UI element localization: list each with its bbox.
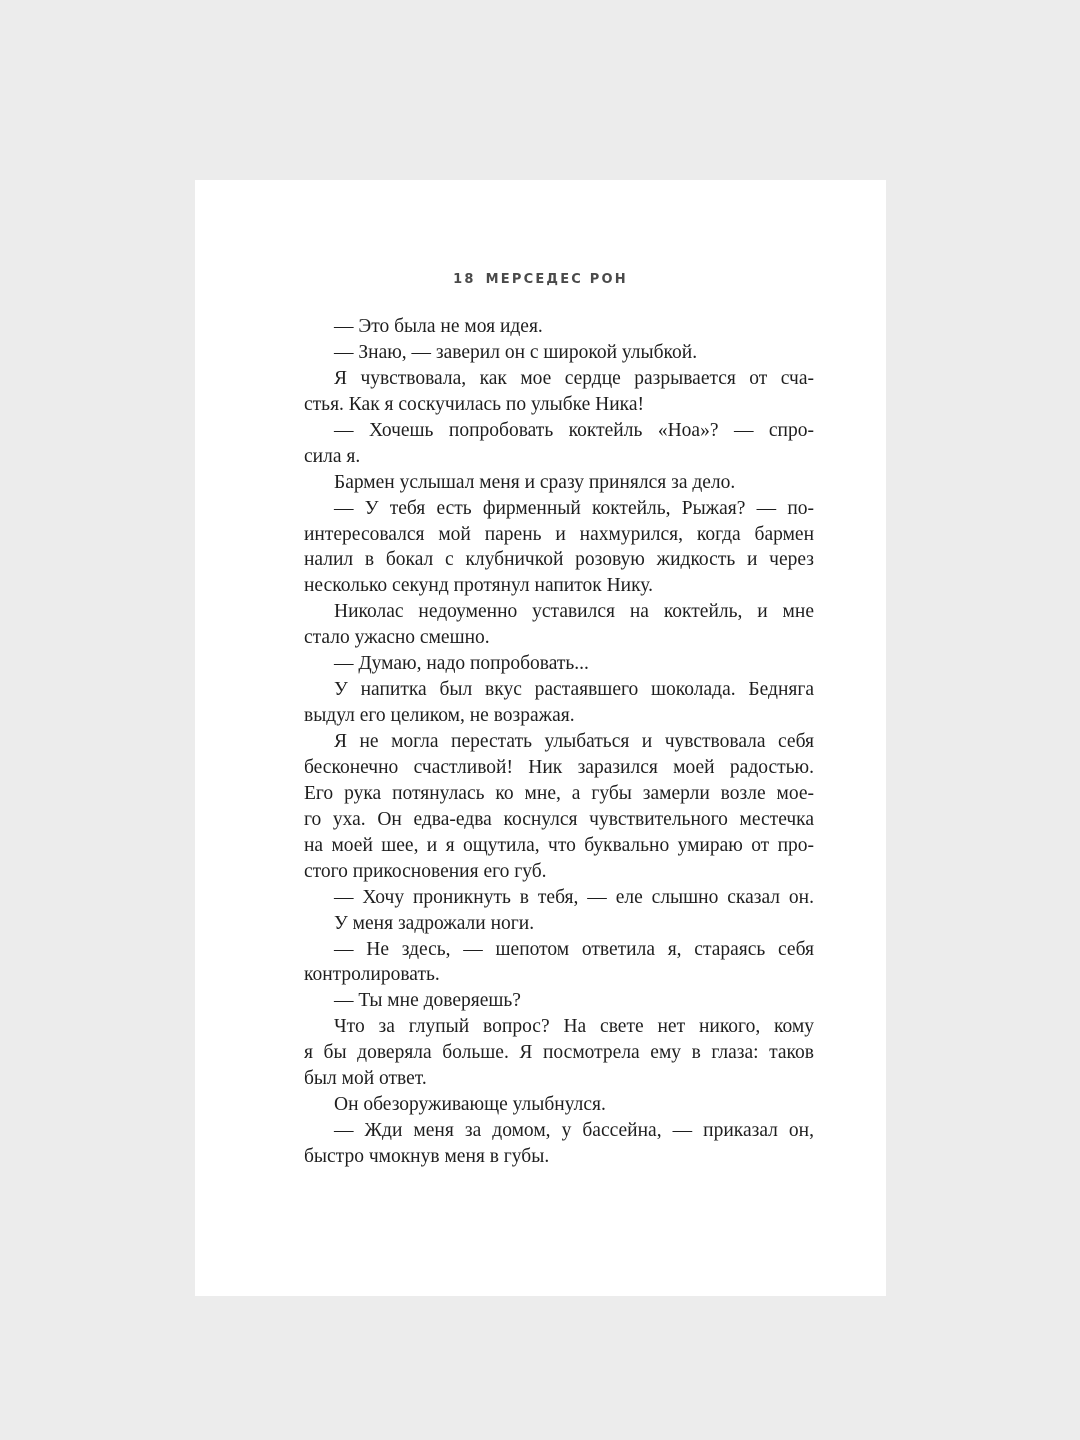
text-line: Бармен услышал меня и сразу принялся за дело. [334, 471, 736, 493]
text-line: стало ужасно смешно. [304, 627, 490, 649]
body-text [304, 314, 814, 1170]
text-line: — У тебя есть фирменный коктейль, Рыжая? — по- [334, 497, 814, 519]
text-line: Я чувствовала, как мое сердце разрывается от сча- [334, 367, 814, 389]
text-line: Николас недоуменно уставился на коктейль, и мне [334, 601, 814, 623]
text-line: — Знаю, — заверил он с широкой улыбкой. [334, 341, 698, 363]
text-line: — Ты мне доверяешь? [334, 990, 521, 1012]
text-line: стья. Как я соскучилась по улыбке Ника! [304, 393, 645, 415]
text-line: — Хочу проникнуть в тебя, — еле слышно сказал он. [334, 886, 814, 908]
text-line: контролировать. [304, 964, 440, 986]
text-line: на моей шее, и я ощутила, что буквально умираю от про- [304, 834, 814, 856]
text-line: — Не здесь, — шепотом ответила я, стараясь себя [334, 938, 814, 960]
text-line: Я не могла перестать улыбаться и чувствовала себя [334, 731, 814, 752]
text-line: — Жди меня за домом, у бассейна, — приказал он, [334, 1120, 814, 1142]
text-line: Он обезоруживающе улыбнулся. [334, 1094, 606, 1116]
text-line: бесконечно счастливой! Ник заразился моей радостью. [304, 756, 814, 778]
text-line: сила я. [304, 445, 361, 467]
text-line: несколько секунд протянул напиток Нику. [304, 575, 653, 597]
text-line: был мой ответ. [304, 1068, 427, 1090]
text-line: быстро чмокнув меня в губы. [304, 1146, 550, 1167]
text-line: — Хочешь попробовать коктейль «Ноа»? — спро- [334, 419, 814, 441]
text-line: выдул его целиком, не возражая. [304, 705, 575, 727]
text-line: я бы доверяла больше. Я посмотрела ему в глаза: таков [304, 1042, 814, 1064]
text-line: интересовался мой парень и нахмурился, когда бармен [304, 523, 814, 545]
text-line: налил в бокал с клубничкой розовую жидкость и через [304, 549, 814, 571]
running-head [195, 272, 886, 287]
text-line: го уха. Он едва-едва коснулся чувствительного местечка [304, 808, 814, 830]
text-line: стого прикосновения его губ. [304, 860, 547, 882]
text-line: У напитка был вкус растаявшего шоколада. Бедняга [334, 679, 814, 701]
text-line: У меня задрожали ноги. [334, 912, 535, 934]
author-name: МЕРСЕДЕС РОН [485, 272, 628, 287]
text-line: Что за глупый вопрос? На свете нет никого, кому [334, 1016, 814, 1038]
text-line: Его рука потянулась ко мне, а губы замерли возле мое- [304, 782, 814, 804]
page-number: 18 [453, 272, 476, 287]
text-line: — Это была не моя идея. [334, 316, 543, 337]
text-line: — Думаю, надо попробовать... [334, 653, 589, 675]
book-page [195, 180, 886, 1296]
